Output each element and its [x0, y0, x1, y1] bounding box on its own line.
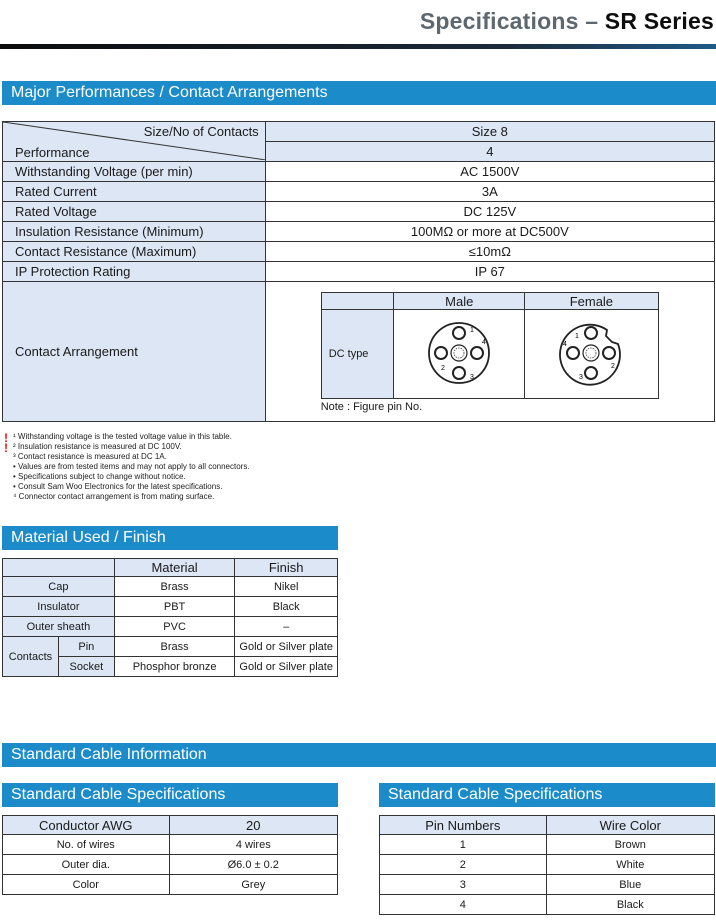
section-bar-major: Major Performances / Contact Arrangements	[2, 81, 716, 105]
warning-icon: ! !	[4, 431, 8, 455]
row-label: IP Protection Rating	[3, 262, 266, 282]
wire-color: White	[546, 855, 714, 875]
contact-row-label: Socket	[58, 657, 114, 677]
material-row-label: Insulator	[3, 597, 115, 617]
material-value: Brass	[114, 577, 235, 597]
row-value: DC 125V	[265, 202, 714, 222]
section-bar-cable-info: Standard Cable Information	[2, 743, 716, 767]
row-label: Rated Current	[3, 182, 266, 202]
wire-header: Wire Color	[546, 816, 714, 835]
material-value: PVC	[114, 617, 235, 637]
footnote: • Specifications subject to change without notice.	[13, 472, 186, 481]
cable-header: Conductor AWG	[3, 816, 170, 835]
finish-value: Nikel	[235, 577, 338, 597]
cable-label: No. of wires	[3, 835, 170, 855]
female-pin-4: 4	[563, 340, 568, 348]
finish-value: Gold or Silver plate	[235, 657, 338, 677]
cable-spec-table	[2, 815, 338, 895]
female-pin-2: 2	[611, 362, 616, 370]
wire-color: Blue	[546, 875, 714, 895]
cable-label: Outer dia.	[3, 855, 170, 875]
title-series: SR Series	[604, 8, 714, 34]
pin-number: 2	[380, 855, 547, 875]
male-pin-1: 1	[470, 326, 475, 334]
cable-header: 20	[169, 816, 337, 835]
wire-color-table	[379, 815, 715, 915]
footnote: • Consult Sam Woo Electronics for the latest specifications.	[13, 482, 223, 491]
female-pin-3: 3	[579, 373, 584, 381]
cable-value: 4 wires	[169, 835, 337, 855]
wire-header: Pin Numbers	[380, 816, 547, 835]
contact-arrangement-label: Contact Arrangement	[3, 282, 266, 422]
cable-value: Grey	[169, 875, 337, 895]
header-rule	[0, 44, 716, 49]
material-value: PBT	[114, 597, 235, 617]
footnote: ¹ Withstanding voltage is the tested voltage value in this table.	[13, 432, 232, 441]
arrangement-inner-table	[321, 292, 659, 399]
pin-number: 4	[380, 895, 547, 915]
dc-type-label: DC type	[321, 310, 394, 399]
material-header: Material	[114, 559, 235, 577]
male-connector-icon	[424, 318, 494, 388]
row-value: IP 67	[265, 262, 714, 282]
footnote: • Values are from tested items and may not apply to all connectors.	[13, 462, 250, 471]
material-value: Phosphor bronze	[114, 657, 235, 677]
finish-value: –	[235, 617, 338, 637]
footnote: ³ Contact resistance is measured at DC 1A.	[13, 452, 167, 461]
male-pin-2: 2	[441, 364, 446, 372]
wire-color: Brown	[546, 835, 714, 855]
finish-header: Finish	[235, 559, 338, 577]
arrangement-figure	[321, 292, 659, 413]
material-table	[2, 558, 338, 677]
cable-label: Color	[3, 875, 170, 895]
female-connector-icon	[556, 318, 626, 388]
section-bar-cable-spec-right: Standard Cable Specifications	[379, 783, 715, 807]
row-value: 100MΩ or more at DC500V	[265, 222, 714, 242]
finish-value: Black	[235, 597, 338, 617]
title-prefix: Specifications –	[419, 8, 605, 34]
row-label: Withstanding Voltage (per min)	[3, 162, 266, 182]
section-bar-cable-spec-left: Standard Cable Specifications	[2, 783, 338, 807]
contacts-header: 4	[265, 142, 714, 162]
female-header: Female	[525, 293, 659, 310]
contacts-label: Contacts	[3, 637, 59, 677]
pin-number: 3	[380, 875, 547, 895]
female-pin-1: 1	[575, 332, 580, 340]
row-value: ≤10mΩ	[265, 242, 714, 262]
section-bar-material: Material Used / Finish	[2, 526, 338, 550]
cable-value: Ø6.0 ± 0.2	[169, 855, 337, 875]
female-connector-cell	[525, 310, 659, 399]
major-table	[2, 121, 715, 422]
footnotes	[13, 432, 250, 502]
row-value: 3A	[265, 182, 714, 202]
inner-corner	[321, 293, 394, 310]
material-value: Brass	[114, 637, 235, 657]
footnote: ⁴ Connector contact arrangement is from mating surface.	[13, 492, 215, 501]
material-corner	[3, 559, 115, 577]
corner-bottom-label: Performance	[15, 145, 90, 160]
row-label: Insulation Resistance (Minimum)	[3, 222, 266, 242]
male-header: Male	[394, 293, 525, 310]
male-pin-4: 4	[482, 338, 487, 346]
row-label: Contact Resistance (Maximum)	[3, 242, 266, 262]
finish-value: Gold or Silver plate	[235, 637, 338, 657]
male-pin-3: 3	[470, 373, 475, 381]
material-row-label: Cap	[3, 577, 115, 597]
material-row-label: Outer sheath	[3, 617, 115, 637]
wire-color: Black	[546, 895, 714, 915]
row-label: Rated Voltage	[3, 202, 266, 222]
corner-top-label: Size/No of Contacts	[143, 124, 259, 139]
contact-row-label: Pin	[58, 637, 114, 657]
size-header: Size 8	[265, 122, 714, 142]
contact-arrangement-cell	[265, 282, 714, 422]
page-title	[420, 8, 714, 35]
pin-number: 1	[380, 835, 547, 855]
row-value: AC 1500V	[265, 162, 714, 182]
male-connector-cell	[394, 310, 525, 399]
figure-note: Note : Figure pin No.	[320, 401, 423, 413]
corner-cell	[3, 122, 266, 162]
footnote: ² Insulation resistance is measured at DC 100V.	[13, 442, 182, 451]
